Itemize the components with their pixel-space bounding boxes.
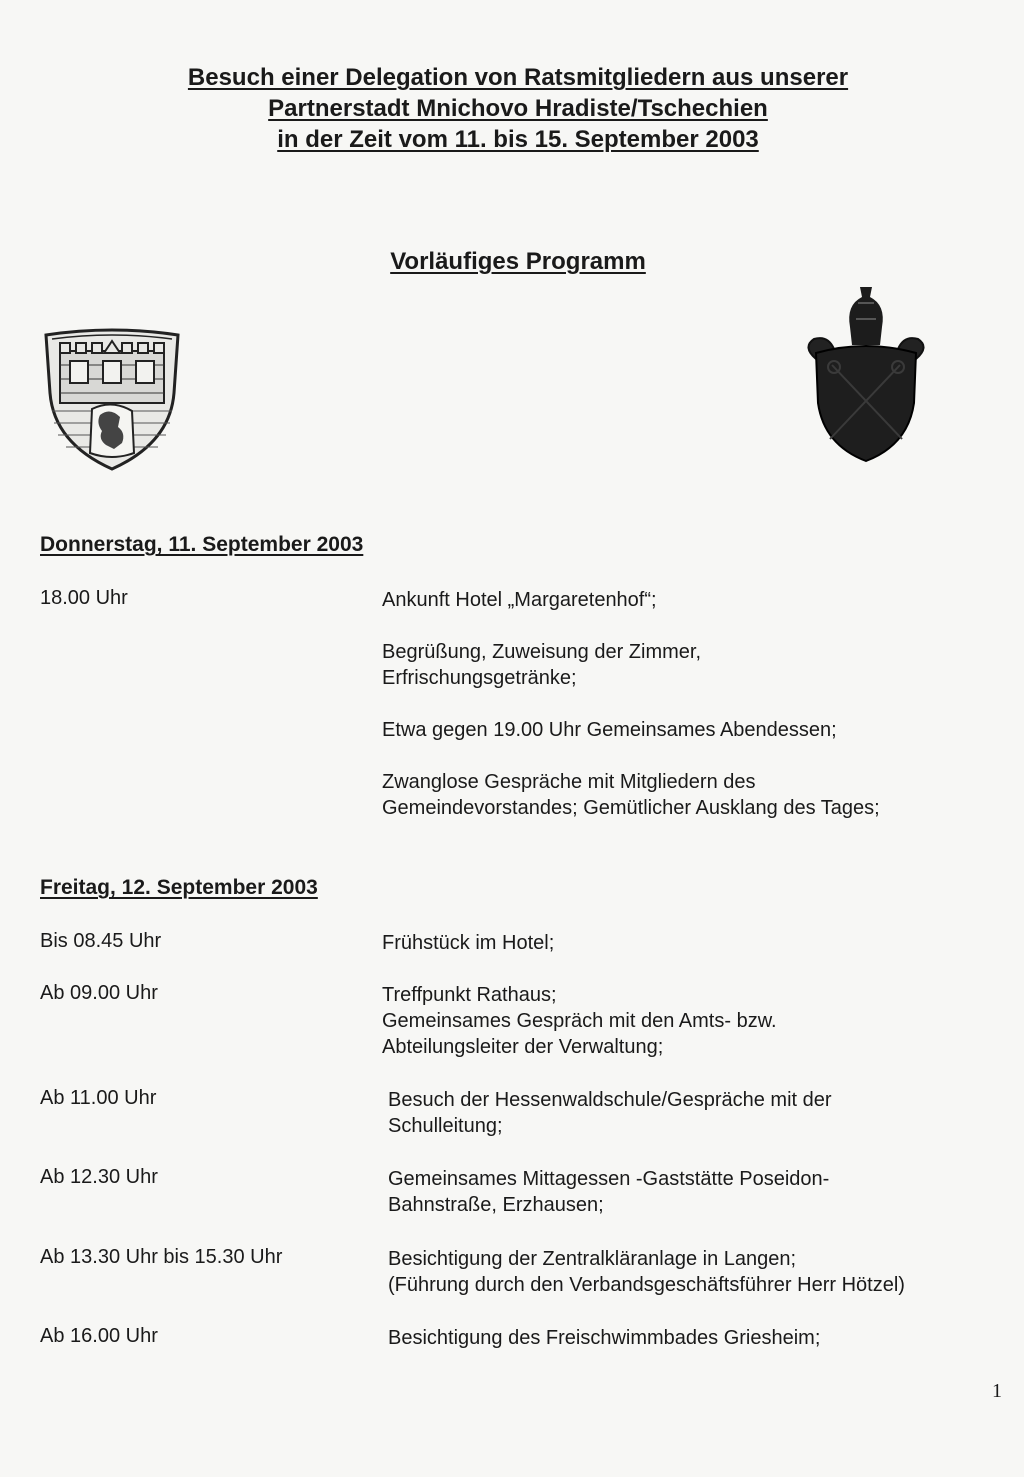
page-number: 1: [992, 1380, 1002, 1402]
desc-welcome: [382, 639, 701, 691]
desc-breakfast: [382, 930, 554, 956]
desc-line: Schulleitung;: [388, 1115, 503, 1137]
desc-line: Besichtigung der Zentralkläranlage in Langen;: [388, 1248, 797, 1270]
desc-line: Frühstück im Hotel;: [382, 932, 555, 954]
desc-talks: [382, 769, 880, 821]
coat-of-arms-erzhausen-icon: [40, 323, 184, 473]
desc-dinner: [382, 717, 837, 743]
document-title: [0, 62, 1024, 155]
desc-line: Bahnstraße, Erzhausen;: [388, 1194, 604, 1216]
desc-line: Gemeindevorstandes; Gemütlicher Ausklang des Tages;: [382, 797, 880, 819]
desc-treatment-plant: [388, 1246, 905, 1298]
desc-arrival: [382, 587, 657, 613]
day-heading-thursday: Donnerstag, 11. September 2003: [40, 533, 364, 556]
time-friday-0900: Ab 09.00 Uhr: [40, 982, 158, 1004]
time-friday-0845: Bis 08.45 Uhr: [40, 930, 162, 952]
title-line-2: Partnerstadt Mnichovo Hradiste/Tschechien: [268, 95, 768, 122]
desc-line: Gemeinsames Mittagessen -Gaststätte Poseidon-: [388, 1168, 830, 1190]
desc-line: Besichtigung des Freischwimmbades Griesheim;: [388, 1327, 821, 1349]
desc-townhall: [382, 982, 777, 1060]
coat-of-arms-mnichovo-hradiste-icon: [798, 283, 934, 463]
title-line-3: in der Zeit vom 11. bis 15. September 2003: [277, 126, 759, 153]
time-friday-1100: Ab 11.00 Uhr: [40, 1087, 157, 1109]
desc-line: Abteilungsleiter der Verwaltung;: [382, 1036, 664, 1058]
desc-line: Zwanglose Gespräche mit Mitgliedern des: [382, 771, 756, 793]
desc-line: Erfrischungsgetränke;: [382, 667, 577, 689]
time-friday-1330: Ab 13.30 Uhr bis 15.30 Uhr: [40, 1246, 283, 1268]
desc-line: (Führung durch den Verbandsgeschäftsführer Herr Hötzel): [388, 1274, 905, 1296]
title-line-1: Besuch einer Delegation von Ratsmitgliedern aus unserer: [187, 64, 849, 91]
time-friday-1230: Ab 12.30 Uhr: [40, 1166, 158, 1188]
time-friday-1600: Ab 16.00 Uhr: [40, 1325, 158, 1347]
desc-lunch: [388, 1166, 829, 1218]
time-thursday-1800: 18.00 Uhr: [40, 587, 128, 609]
desc-swimming-pool: [388, 1325, 820, 1351]
desc-line: Ankunft Hotel „Margaretenhof“;: [382, 589, 657, 611]
desc-line: Begrüßung, Zuweisung der Zimmer,: [382, 641, 702, 663]
desc-school-visit: [388, 1087, 832, 1139]
program-subtitle: Vorläufiges Programm: [390, 248, 646, 275]
desc-line: Etwa gegen 19.00 Uhr Gemeinsames Abendessen;: [382, 719, 837, 741]
desc-line: Gemeinsames Gespräch mit den Amts- bzw.: [382, 1010, 777, 1032]
desc-line: Besuch der Hessenwaldschule/Gespräche mit der: [388, 1089, 832, 1111]
day-heading-friday: Freitag, 12. September 2003: [40, 876, 318, 899]
desc-line: Treffpunkt Rathaus;: [382, 984, 557, 1006]
